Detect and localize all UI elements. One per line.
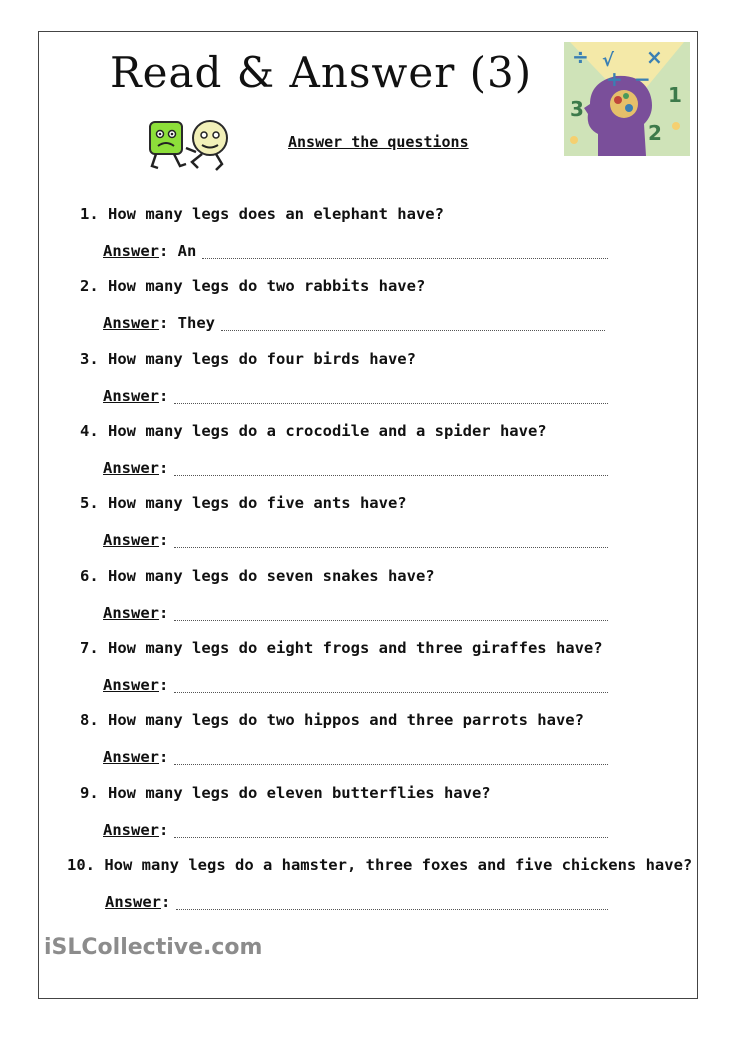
answer-row-7 bbox=[103, 676, 608, 694]
question-1 bbox=[80, 205, 444, 223]
question-number: 6. bbox=[80, 567, 99, 585]
divide-symbol: ÷ bbox=[572, 45, 589, 69]
question-5 bbox=[80, 494, 407, 512]
question-text: How many legs do a hamster, three foxes and five chickens have? bbox=[104, 856, 693, 874]
answer-line[interactable] bbox=[174, 764, 608, 765]
footer-watermark: iSLCollective.com bbox=[44, 935, 263, 960]
answer-line[interactable] bbox=[174, 837, 608, 838]
answer-line[interactable] bbox=[174, 475, 608, 476]
running-kids-icon bbox=[146, 118, 242, 174]
answer-prefix: : bbox=[159, 821, 169, 839]
answer-line[interactable] bbox=[174, 547, 608, 548]
plus-symbol: + bbox=[606, 67, 623, 91]
question-10 bbox=[67, 856, 692, 874]
question-number: 3. bbox=[80, 350, 99, 368]
answer-row-6 bbox=[103, 604, 608, 622]
answer-prefix: : bbox=[159, 531, 169, 549]
question-text: How many legs do a crocodile and a spider have? bbox=[108, 422, 547, 440]
question-3 bbox=[80, 350, 416, 368]
question-text: How many legs do eight frogs and three giraffes have? bbox=[108, 639, 603, 657]
answer-label: Answer bbox=[103, 676, 159, 694]
worksheet-frame bbox=[38, 31, 698, 999]
answer-row-4 bbox=[103, 459, 608, 477]
answer-line[interactable] bbox=[174, 403, 608, 404]
question-text: How many legs do five ants have? bbox=[108, 494, 407, 512]
math-head-icon bbox=[564, 42, 690, 156]
answer-prefix: : bbox=[159, 748, 169, 766]
question-text: How many legs do eleven butterflies have? bbox=[108, 784, 491, 802]
answer-label: Answer bbox=[103, 314, 159, 332]
question-number: 9. bbox=[80, 784, 99, 802]
page-title: Read & Answer (3) bbox=[110, 48, 533, 97]
question-number: 5. bbox=[80, 494, 99, 512]
answer-label: Answer bbox=[103, 387, 159, 405]
answer-label: Answer bbox=[103, 748, 159, 766]
brain-number-three: 3 bbox=[570, 97, 584, 121]
times-symbol: × bbox=[646, 45, 663, 69]
question-4 bbox=[80, 422, 547, 440]
question-number: 4. bbox=[80, 422, 99, 440]
answer-prefix: : They bbox=[159, 314, 215, 332]
answer-prefix: : bbox=[161, 893, 171, 911]
question-number: 7. bbox=[80, 639, 99, 657]
question-number: 8. bbox=[80, 711, 99, 729]
question-text: How many legs do seven snakes have? bbox=[108, 567, 435, 585]
question-text: How many legs does an elephant have? bbox=[108, 205, 444, 223]
answer-line[interactable] bbox=[221, 330, 605, 331]
question-text: How many legs do two rabbits have? bbox=[108, 277, 426, 295]
question-number: 1. bbox=[80, 205, 99, 223]
brain-number-one: 1 bbox=[668, 83, 682, 107]
instructions-heading: Answer the questions bbox=[288, 133, 469, 151]
question-6 bbox=[80, 567, 435, 585]
question-2 bbox=[80, 277, 425, 295]
question-number: 10. bbox=[67, 856, 95, 874]
root-symbol: √ bbox=[602, 50, 615, 71]
answer-row-8 bbox=[103, 748, 608, 766]
minus-symbol: − bbox=[634, 67, 651, 91]
answer-label: Answer bbox=[103, 242, 159, 260]
answer-row-1 bbox=[103, 242, 608, 260]
answer-row-9 bbox=[103, 821, 608, 839]
answer-row-2 bbox=[103, 314, 605, 332]
question-number: 2. bbox=[80, 277, 99, 295]
question-text: How many legs do two hippos and three parrots have? bbox=[108, 711, 584, 729]
answer-label: Answer bbox=[103, 604, 159, 622]
brain-number-two: 2 bbox=[648, 121, 662, 145]
question-9 bbox=[80, 784, 491, 802]
answer-prefix: : An bbox=[159, 242, 197, 260]
answer-label: Answer bbox=[103, 531, 159, 549]
answer-label: Answer bbox=[103, 821, 159, 839]
answer-row-10 bbox=[105, 893, 608, 911]
answer-line[interactable] bbox=[202, 258, 608, 259]
answer-label: Answer bbox=[103, 459, 159, 477]
answer-label: Answer bbox=[105, 893, 161, 911]
answer-line[interactable] bbox=[174, 692, 608, 693]
answer-prefix: : bbox=[159, 604, 169, 622]
answer-line[interactable] bbox=[174, 620, 608, 621]
answer-row-5 bbox=[103, 531, 608, 549]
answer-prefix: : bbox=[159, 387, 169, 405]
question-8 bbox=[80, 711, 584, 729]
answer-prefix: : bbox=[159, 459, 169, 477]
answer-line[interactable] bbox=[176, 909, 608, 910]
answer-prefix: : bbox=[159, 676, 169, 694]
question-text: How many legs do four birds have? bbox=[108, 350, 416, 368]
question-7 bbox=[80, 639, 603, 657]
answer-row-3 bbox=[103, 387, 608, 405]
